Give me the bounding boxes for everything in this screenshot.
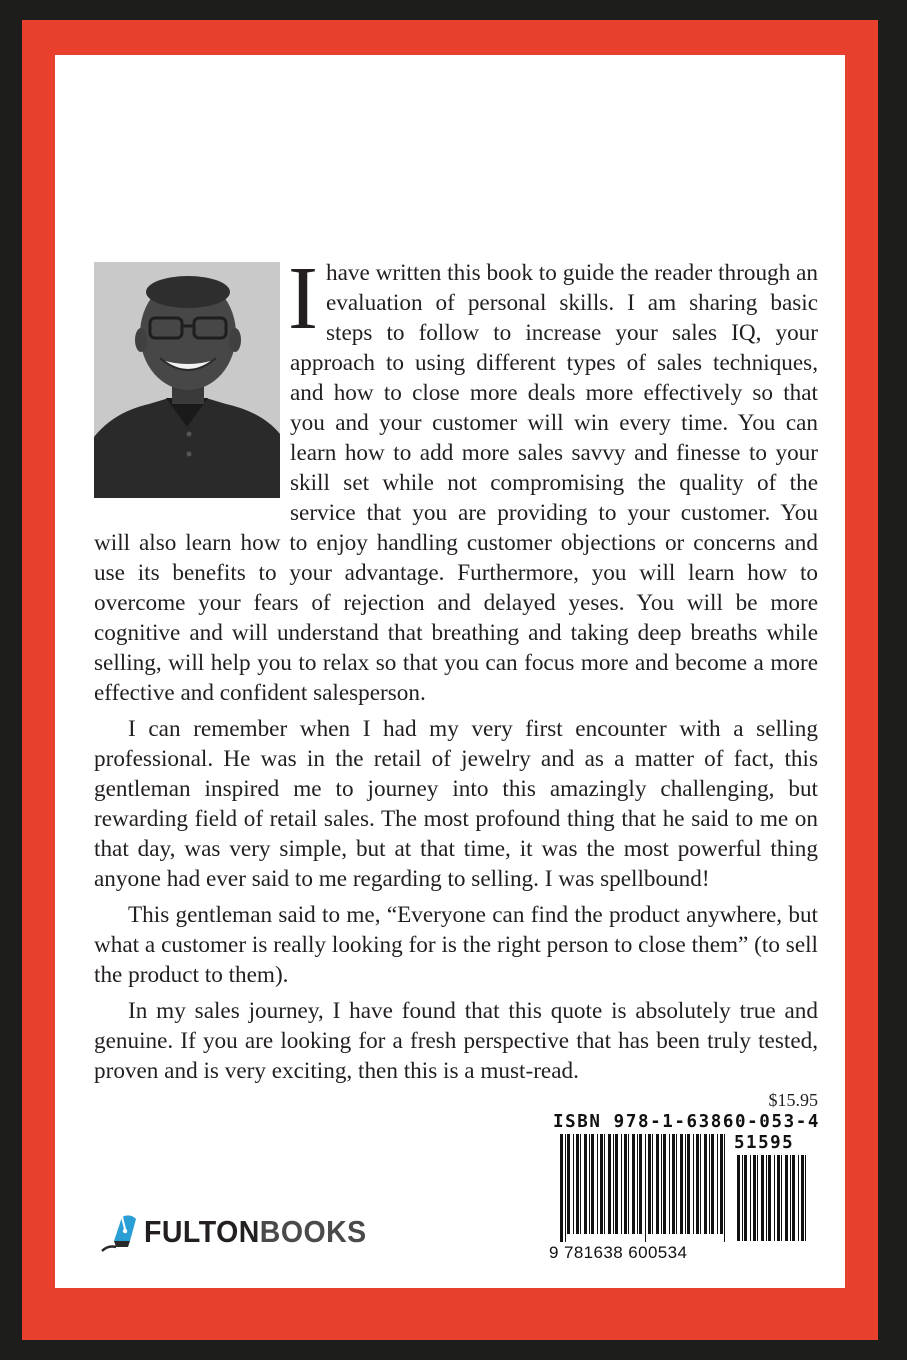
barcode-bar <box>648 1134 651 1234</box>
barcode-bar <box>685 1134 686 1234</box>
drop-cap: I <box>288 249 318 348</box>
paragraph-2: I can remember when I had my very first encounter with a selling professional. He was in the retail of jewelry and as a matter of fact, this gentleman inspired me to journey into this amazingly challenging, but rewarding field of retail sales. The most profound thing that he said to me on that day, was very simple, but at that time, it was the most powerful thing anyone had ever said to me regarding to selling. I was spellbound! <box>94 716 818 892</box>
barcode-bar <box>757 1155 758 1241</box>
barcode-bar <box>580 1134 581 1234</box>
barcode-bar <box>591 1134 594 1234</box>
barcode-bar <box>687 1134 690 1234</box>
barcode-bar <box>669 1134 670 1234</box>
barcode-bar <box>637 1134 638 1234</box>
barcode-bar <box>661 1134 662 1234</box>
price-addon-code: 51595 <box>734 1133 795 1153</box>
barcode-bar <box>597 1134 598 1234</box>
barcode-bar <box>621 1134 622 1234</box>
isbn-label: ISBN 978-1-63860-053-4 <box>553 1112 820 1132</box>
paragraph-1 <box>94 249 818 708</box>
barcode-bar <box>693 1134 694 1234</box>
barcode-bar <box>801 1155 804 1241</box>
barcode-bar <box>663 1134 666 1234</box>
barcode-bar <box>753 1155 756 1241</box>
barcode-bar <box>613 1134 614 1234</box>
barcode-bar <box>656 1134 659 1234</box>
barcode-bar <box>560 1134 563 1242</box>
barcode-bar <box>768 1155 771 1241</box>
barcode-bar <box>624 1134 627 1234</box>
barcode-bar <box>608 1134 611 1234</box>
barcode-bar <box>639 1134 642 1234</box>
price-label: $15.95 <box>768 1090 818 1110</box>
barcode-bar <box>737 1155 740 1241</box>
barcode-bar <box>805 1155 806 1241</box>
barcode-bar <box>632 1134 635 1234</box>
barcode-bar <box>700 1134 701 1234</box>
barcode-bar <box>696 1134 699 1234</box>
barcode-bar <box>785 1155 788 1241</box>
publisher-name <box>144 1214 367 1250</box>
barcode-bar <box>672 1134 675 1234</box>
price-addon-barcode <box>737 1155 811 1241</box>
barcode-bar <box>744 1155 747 1241</box>
barcode-bar <box>704 1134 707 1234</box>
barcode-bar <box>589 1134 590 1234</box>
barcode-bar <box>628 1134 629 1234</box>
isbn-barcode <box>560 1134 728 1242</box>
publisher-name-part1: FULTON <box>144 1214 260 1249</box>
barcode-bar <box>680 1134 683 1234</box>
barcode-bar <box>567 1134 570 1234</box>
back-cover-copy <box>94 249 818 1086</box>
barcode-bar <box>709 1134 710 1234</box>
barcode-bar <box>761 1155 764 1241</box>
barcode-bar <box>604 1134 605 1234</box>
barcode-bar <box>717 1134 718 1234</box>
barcode-bar <box>724 1134 725 1242</box>
barcode-bar <box>615 1134 618 1234</box>
barcode-bar <box>790 1155 791 1241</box>
ean-digits: 9 781638 600534 <box>549 1243 688 1262</box>
publisher-name-part2: BOOKS <box>259 1214 367 1249</box>
barcode-bar <box>600 1134 603 1234</box>
barcode-bar <box>576 1134 579 1234</box>
barcode-bar <box>792 1155 795 1241</box>
paragraph-1-text: have written this book to guide the reader through an evaluation of personal skills. I am sharing basic steps to follow to increase your sales IQ, your approach to using different types of sales techniques, and how to close more deals more effectively so that you and your customer will win every time. You can learn how to add more sales savvy and finesse to your skill set while not compromising the quality of the service that you are providing to your customer. You will also learn how to enjoy handling customer objections or concerns and use its benefits to your advantage. Furthermore, you will learn how to overcome your fears of rejection and delayed yeses. You will be more cognitive and will understand that breathing and taking deep breaths while selling, will help you to relax so that you can focus more and become a more effective and confident salesperson. <box>94 260 818 706</box>
paragraph-3: This gentleman said to me, “Everyone can find the product anywhere, but what a customer is really looking for is the right person to close them” (to sell the product to them). <box>94 902 818 988</box>
barcode-bar <box>777 1155 780 1241</box>
barcode-bar <box>720 1134 723 1234</box>
barcode-bar <box>584 1134 587 1234</box>
barcode-bar <box>742 1155 743 1241</box>
barcode-bar <box>573 1134 574 1234</box>
barcode-bar <box>565 1134 566 1242</box>
quill-pen-icon <box>100 1211 140 1253</box>
publisher-logo <box>100 1208 386 1256</box>
barcode-bar <box>798 1155 799 1241</box>
barcode-bar <box>645 1134 646 1242</box>
barcode-bar <box>781 1155 782 1241</box>
barcode-bar <box>750 1155 751 1241</box>
barcode-bar <box>676 1134 677 1234</box>
barcode-bar <box>766 1155 767 1241</box>
barcode-bar <box>774 1155 775 1241</box>
barcode-bar <box>652 1134 653 1234</box>
barcode-bar <box>711 1134 714 1234</box>
paragraph-4: In my sales journey, I have found that this quote is absolutely true and genuine. If you are looking for a fresh perspective that has been truly tested, proven and is very exciting, then this is a must-read. <box>94 998 818 1084</box>
